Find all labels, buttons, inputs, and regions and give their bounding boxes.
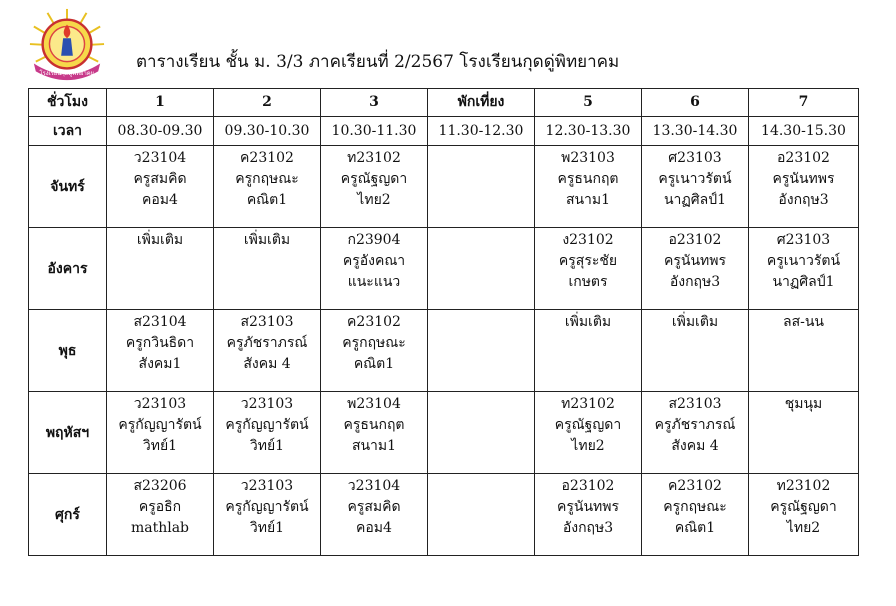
class-cell-line: ว23104 [347, 478, 401, 494]
class-cell-line: วิทย์1 [142, 438, 178, 454]
class-cell-line: ครูณัฐญดา [340, 171, 408, 187]
time-row [29, 117, 859, 146]
class-cell [428, 392, 535, 474]
class-cell [214, 474, 321, 556]
class-cell-line: เพิ่มเติม [136, 232, 184, 248]
class-cell-line: ครูสุระชัย [558, 253, 618, 269]
class-cell-line: ครูอธิก [138, 499, 182, 515]
class-cell [535, 146, 642, 228]
class-cell-line: ว23103 [133, 396, 187, 412]
class-cell [107, 228, 214, 310]
class-cell-line: อังกฤษ3 [669, 274, 721, 290]
class-cell-line: อังกฤษ3 [562, 520, 614, 536]
class-cell-line: อ23102 [777, 150, 830, 166]
class-cell-line: อ23102 [668, 232, 722, 248]
class-cell [107, 310, 214, 392]
period-header-cell: 6 [642, 89, 749, 117]
class-cell-line: ศ23103 [776, 232, 831, 248]
class-cell-line: วิทย์1 [249, 520, 285, 536]
timetable [28, 88, 859, 556]
class-cell [321, 310, 428, 392]
time-label: เวลา [29, 117, 107, 146]
school-emblem-icon [28, 6, 106, 86]
class-cell-line: อ23102 [561, 478, 615, 494]
day-name: จันทร์ [29, 146, 107, 228]
class-cell-line: ครูสมคิด [347, 499, 401, 515]
class-cell-line: นาฏศิลป์1 [772, 274, 835, 290]
class-cell-line: พ23103 [561, 150, 615, 166]
period-header-cell: 7 [749, 89, 859, 117]
time-slot-cell: 08.30-09.30 [107, 117, 214, 146]
class-cell-line: ครูกฤษณะ [663, 499, 727, 515]
class-cell-line: คณิต1 [674, 520, 716, 536]
class-cell [428, 228, 535, 310]
class-cell [749, 228, 859, 310]
class-cell-line: ครูกัญญารัตน์ [118, 417, 202, 433]
period-header-cell: 5 [535, 89, 642, 117]
class-cell-line: เพิ่มเติม [564, 314, 612, 330]
class-cell-line: ครูธนกฤต [557, 171, 619, 187]
class-cell [214, 310, 321, 392]
class-cell-line: พ23104 [347, 396, 401, 412]
class-cell-line: อังกฤษ3 [778, 192, 829, 208]
class-cell-line: ครูกัญญารัตน์ [225, 499, 309, 515]
class-cell-line: ครูเนาวรัตน์ [658, 171, 732, 187]
class-cell-line: ครูธนกฤต [343, 417, 405, 433]
class-cell-line: ครูอังคณา [342, 253, 406, 269]
period-header-cell: 2 [214, 89, 321, 117]
class-cell-line: ชุมนุม [784, 396, 823, 412]
day-row [29, 228, 859, 310]
period-header-label: ชั่วโมง [29, 89, 107, 117]
class-cell-line: ท23102 [347, 150, 401, 166]
class-cell-line: ครูกฤษณะ [342, 335, 406, 351]
class-cell-line: แนะแนว [347, 274, 401, 290]
class-cell-line: คณิต1 [246, 192, 288, 208]
class-cell [428, 146, 535, 228]
class-cell-line: ส23104 [133, 314, 187, 330]
class-cell [321, 228, 428, 310]
class-cell [107, 146, 214, 228]
day-name: พุธ [29, 310, 107, 392]
class-cell [749, 310, 859, 392]
class-cell [214, 392, 321, 474]
class-cell-line: ว23104 [133, 150, 187, 166]
class-cell-line: ไทย2 [786, 520, 821, 536]
class-cell-line: สังคม 4 [243, 356, 291, 372]
day-name: พฤหัสฯ [29, 392, 107, 474]
class-cell-line: ลส-นน [783, 314, 824, 330]
class-cell-line: ครูนันทพร [663, 253, 726, 269]
class-cell-line: ศ23103 [668, 150, 722, 166]
class-cell-line: mathlab [130, 520, 190, 536]
class-cell-line: สนาม1 [565, 192, 611, 208]
class-cell-line: ค23102 [240, 150, 294, 166]
page-title: ตารางเรียน ชั้น ม. 3/3 ภาคเรียนที่ 2/2567 โรงเรียนกุดดู่พิทยาคม [136, 52, 620, 72]
class-cell-line: คอม4 [356, 520, 392, 536]
class-cell-line: คณิต1 [353, 356, 395, 372]
day-row [29, 392, 859, 474]
class-cell [749, 392, 859, 474]
class-cell-line: ส23206 [133, 478, 187, 494]
time-slot-cell: 09.30-10.30 [214, 117, 321, 146]
class-cell [642, 228, 749, 310]
day-name: อังคาร [29, 228, 107, 310]
class-cell-line: ง23102 [562, 232, 614, 248]
class-cell [535, 392, 642, 474]
class-cell [749, 474, 859, 556]
class-cell-line: ค23102 [347, 314, 401, 330]
class-cell-line: ครูสมคิด [133, 171, 187, 187]
class-cell-line: ไทย2 [357, 192, 391, 208]
time-slot-cell: 10.30-11.30 [321, 117, 428, 146]
class-cell [642, 146, 749, 228]
class-cell-line: ก23904 [347, 232, 401, 248]
class-cell-line: วิทย์1 [249, 438, 285, 454]
class-cell-line: เพิ่มเติม [243, 232, 291, 248]
class-cell-line: ครูเนาวรัตน์ [766, 253, 841, 269]
class-cell-line: คอม4 [142, 192, 178, 208]
class-cell [642, 474, 749, 556]
period-header-cell: 3 [321, 89, 428, 117]
class-cell [107, 392, 214, 474]
class-cell-line: ท23102 [776, 478, 831, 494]
class-cell-line: สังคม 4 [671, 438, 719, 454]
period-header-row [29, 89, 859, 117]
class-cell-line: ท23102 [561, 396, 615, 412]
period-header-cell: พักเที่ยง [428, 89, 535, 117]
class-cell [214, 146, 321, 228]
class-cell-line: ครูนันทพร [556, 499, 619, 515]
day-row [29, 474, 859, 556]
day-name: ศุกร์ [29, 474, 107, 556]
class-cell [107, 474, 214, 556]
class-cell [642, 310, 749, 392]
class-cell-line: ส23103 [240, 314, 294, 330]
class-cell-line: เกษตร [568, 274, 608, 290]
class-cell-line: นาฏศิลป์1 [663, 192, 727, 208]
class-cell [535, 228, 642, 310]
time-slot-cell: 13.30-14.30 [642, 117, 749, 146]
class-cell [321, 392, 428, 474]
class-cell [214, 228, 321, 310]
time-slot-cell: 12.30-13.30 [535, 117, 642, 146]
class-cell [428, 474, 535, 556]
class-cell [321, 146, 428, 228]
class-cell-line: ครูภัชราภรณ์ [654, 417, 736, 433]
class-cell-line: ว23103 [240, 478, 294, 494]
class-cell [535, 474, 642, 556]
class-cell-line: สนาม1 [351, 438, 397, 454]
class-cell-line: ส23103 [668, 396, 722, 412]
class-cell-line: ครูกวินธิดา [125, 335, 195, 351]
day-row [29, 310, 859, 392]
period-header-cell: 1 [107, 89, 214, 117]
class-cell [749, 146, 859, 228]
class-cell-line: ครูกัญญารัตน์ [225, 417, 309, 433]
class-cell [642, 392, 749, 474]
class-cell-line: เพิ่มเติม [671, 314, 719, 330]
class-cell-line: สังคม1 [138, 356, 182, 372]
class-cell-line: ค23102 [668, 478, 722, 494]
day-row [29, 146, 859, 228]
class-cell [321, 474, 428, 556]
logo-text: โรงเรียนกุดดู่พิทยาคม [39, 71, 95, 78]
time-slot-cell: 11.30-12.30 [428, 117, 535, 146]
class-cell-line: ครูนันทพร [772, 171, 835, 187]
time-slot-cell: 14.30-15.30 [749, 117, 859, 146]
class-cell-line: ครูภัชราภรณ์ [226, 335, 308, 351]
class-cell [428, 310, 535, 392]
class-cell-line: ครูกฤษณะ [235, 171, 299, 187]
class-cell-line: ครูณัฐญดา [554, 417, 622, 433]
class-cell-line: ว23103 [240, 396, 294, 412]
class-cell [535, 310, 642, 392]
class-cell-line: ไทย2 [571, 438, 605, 454]
class-cell-line: ครูณัฐญดา [770, 499, 837, 515]
